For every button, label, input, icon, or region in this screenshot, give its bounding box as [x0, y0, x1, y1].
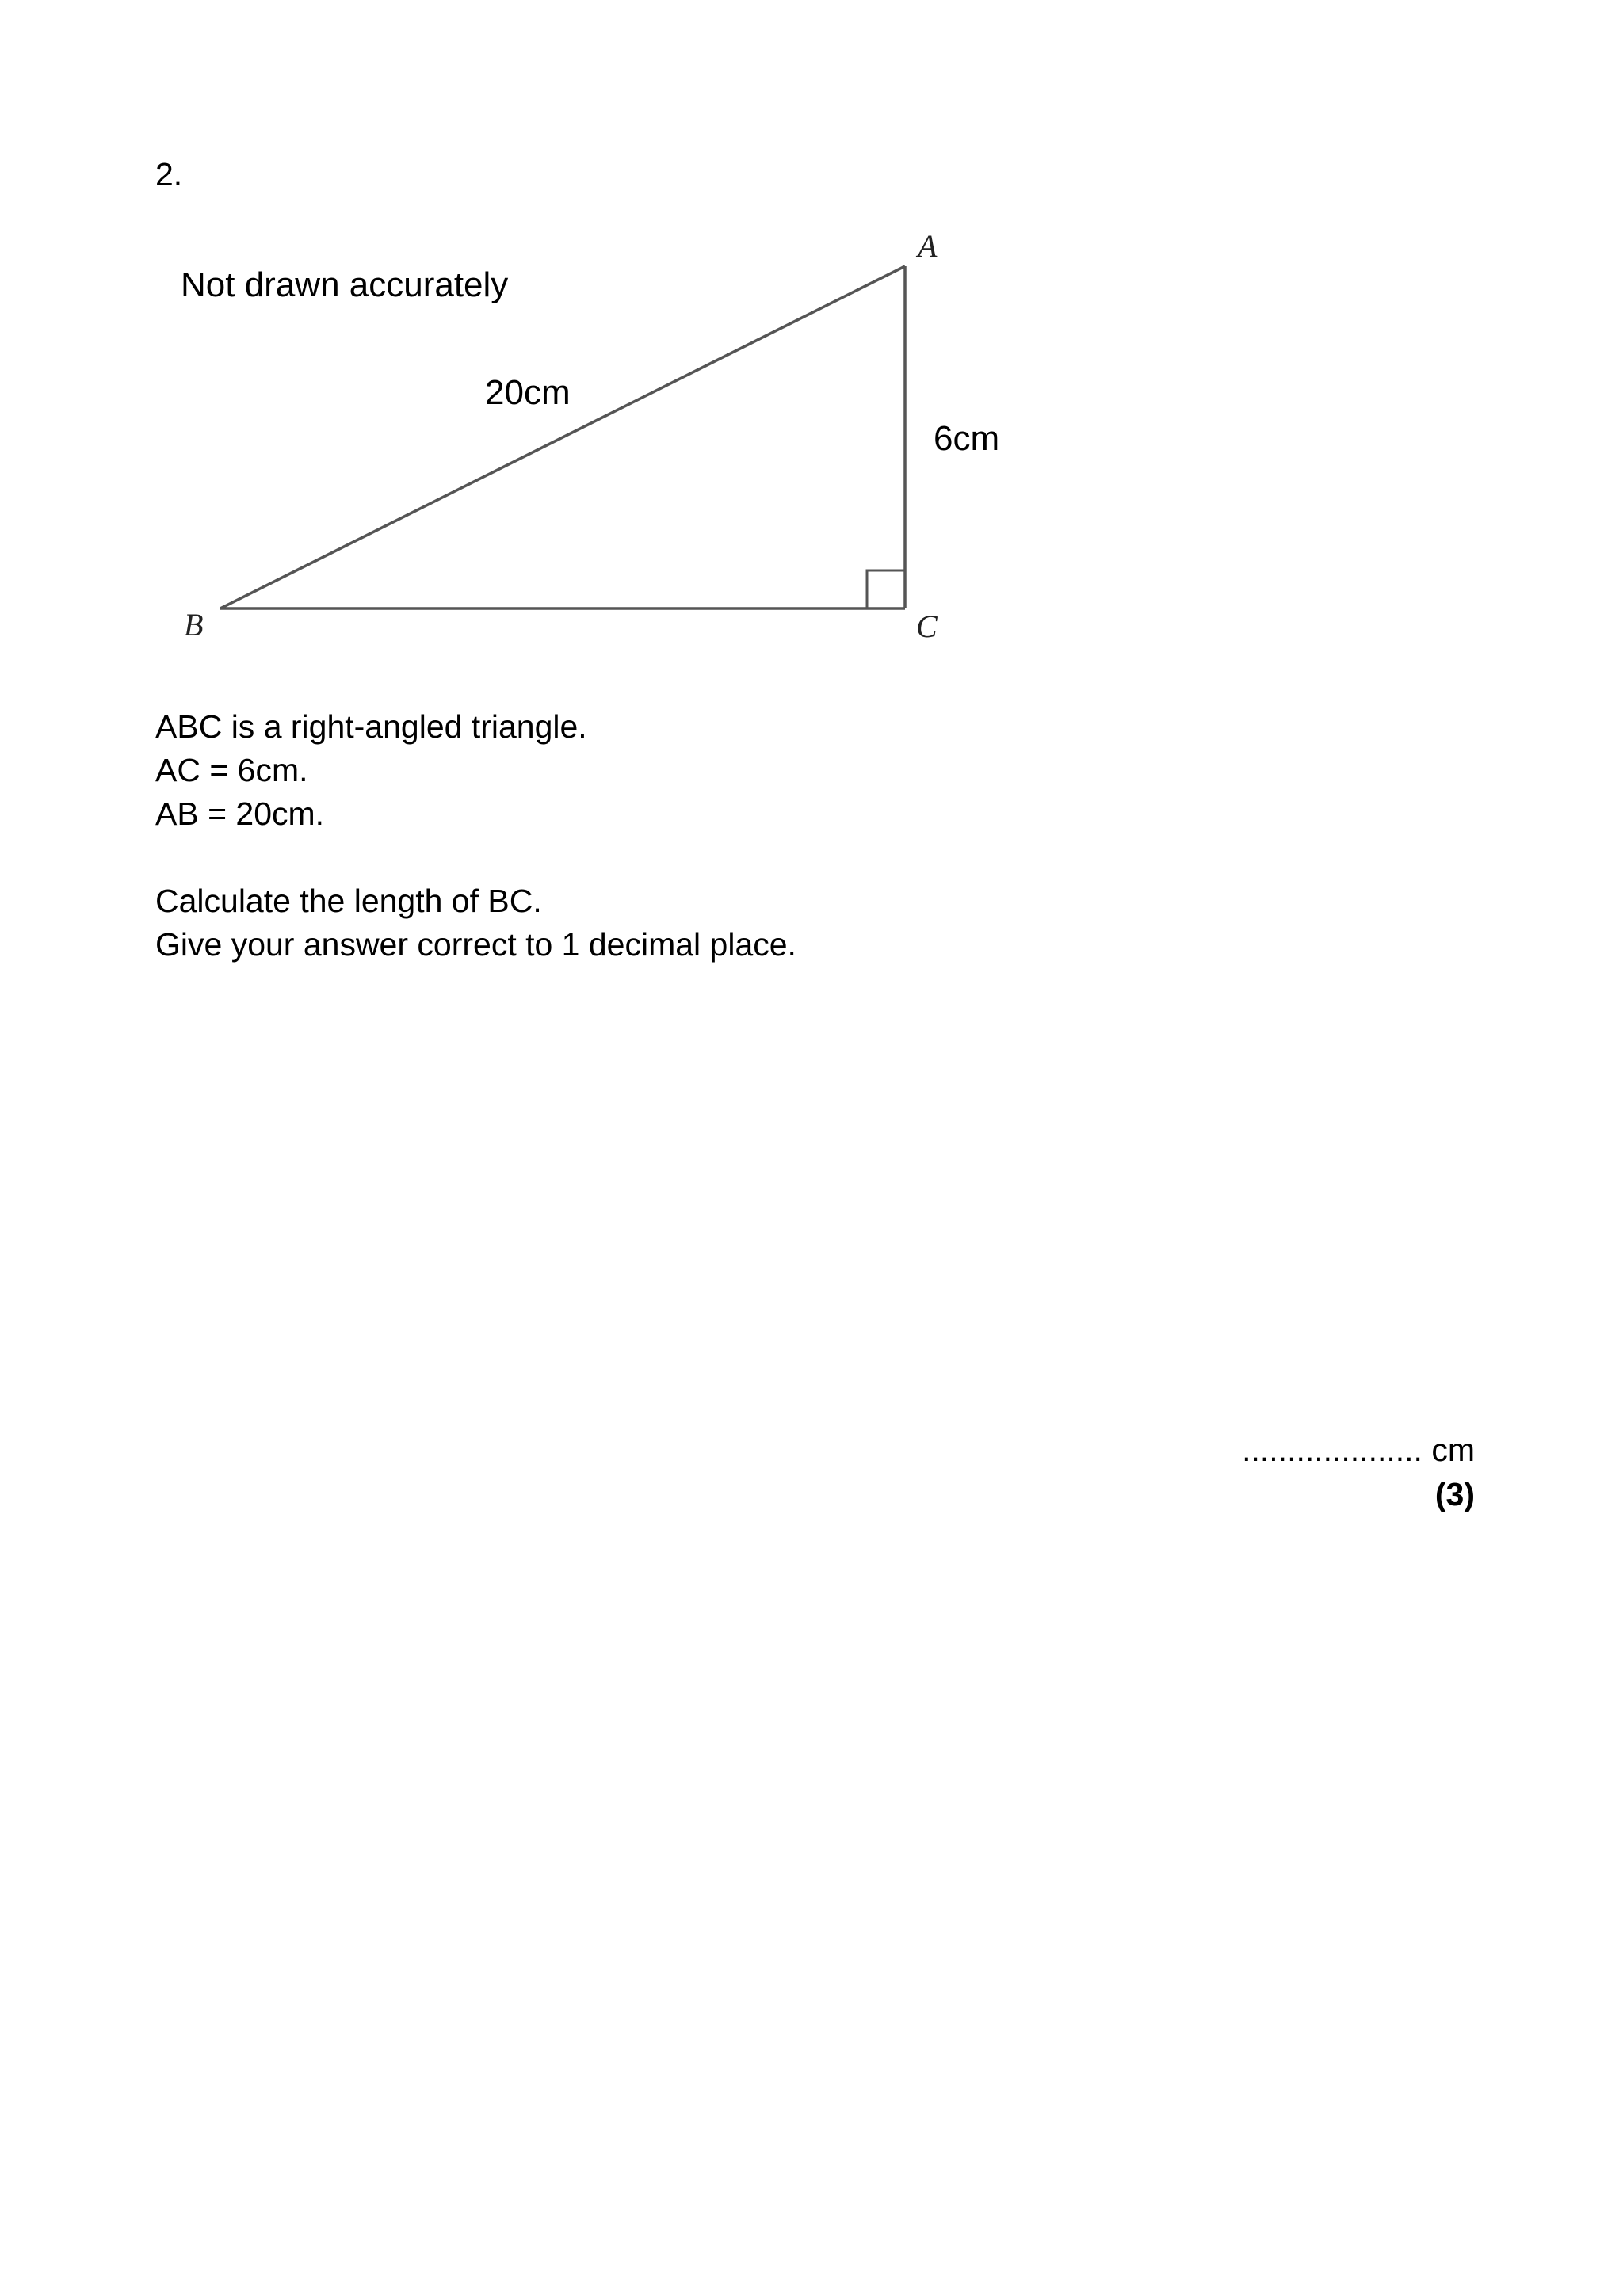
marks-indicator: (3): [1434, 1476, 1475, 1512]
answer-unit: cm: [1431, 1432, 1475, 1468]
answer-blank[interactable]: ....................: [1242, 1432, 1423, 1468]
side-ab: [220, 266, 905, 608]
not-drawn-accurately-note: Not drawn accurately: [181, 265, 509, 304]
hypotenuse-length-label: 20cm: [485, 373, 571, 412]
vertex-a-label: A: [918, 228, 938, 264]
vertex-b-label: B: [184, 607, 204, 643]
statement-line: ABC is a right-angled triangle.: [155, 708, 587, 745]
vertical-length-label: 6cm: [934, 419, 1000, 458]
statement-line: AB = 20cm.: [155, 795, 325, 832]
answer-line[interactable]: [1242, 1434, 1475, 1466]
instruction-line: Calculate the length of BC.: [155, 883, 542, 919]
right-angle-marker: [867, 570, 905, 608]
triangle-diagram: [0, 0, 1623, 697]
statement-line: AC = 6cm.: [155, 752, 308, 788]
question-text: [155, 705, 796, 967]
vertex-c-label: C: [916, 608, 938, 644]
question-number: 2.: [155, 156, 183, 193]
instruction-line: Give your answer correct to 1 decimal place.: [155, 926, 796, 963]
